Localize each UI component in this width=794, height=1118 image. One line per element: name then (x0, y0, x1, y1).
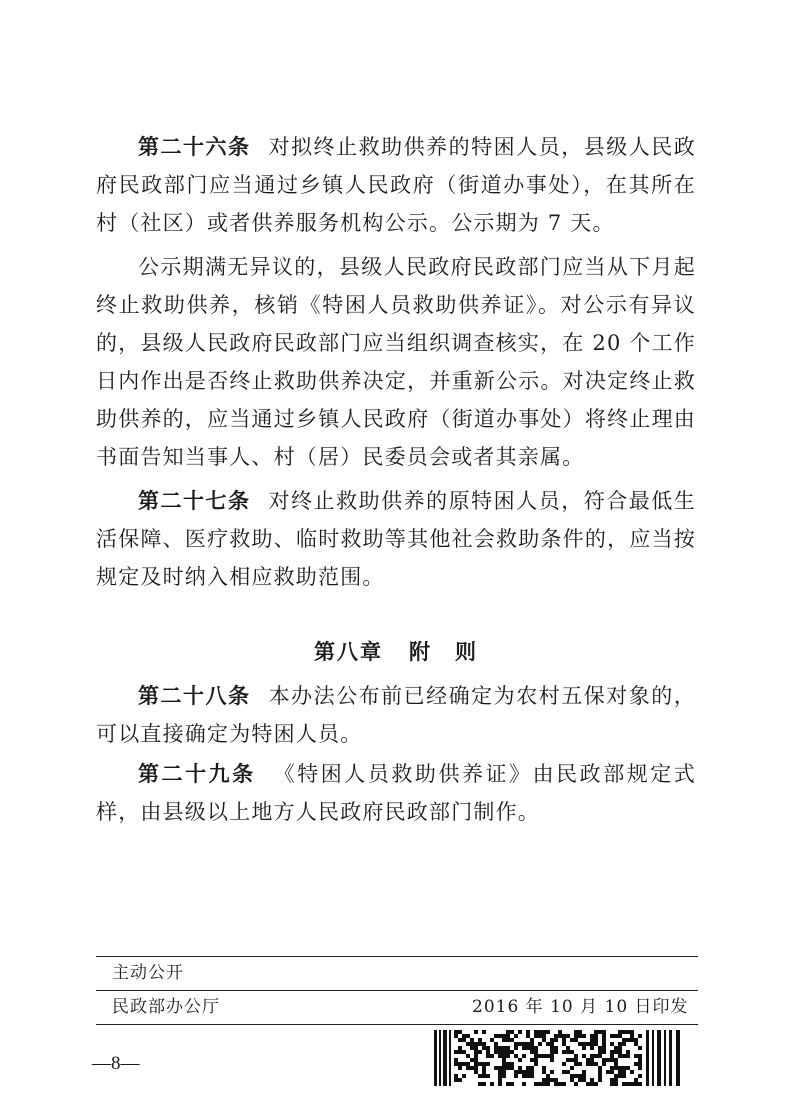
article-27-text: 对终止救助供养的原特困人员，符合最低生活保障、医疗救助、临时救助等其他社会救助条件的，应当按规定及时纳入相应救助范围。 (96, 489, 696, 589)
article-26-text: 对拟终止救助供养的特困人员，县级人民政府民政部门应当通过乡镇人民政府（街道办事处），在其所在村（社区）或者供养服务机构公示。公示期为 7 天。 (96, 135, 696, 235)
chapter-number: 第八章 (314, 640, 383, 664)
issuer-name: 民政部办公厅 (112, 997, 220, 1017)
article-26-paragraph-2: 公示期满无异议的，县级人民政府民政部门应当从下月起终止救助供养，核销《特困人员救助供养证》。对公示有异议的，县级人民政府民政部门应当组织调查核实，在 20 个工作日内作出是否终止救助供养决定，并重新公示。对决定终止救助供养的，应当通过乡镇人民政府（街道办事处）将终止理由书面告知当事人、村（居）民委员会或者其亲属。 (96, 255, 696, 469)
article-29-heading: 第二十九条 (138, 762, 256, 786)
article-26-paragraph (96, 128, 696, 242)
chapter-title: 附 则 (409, 640, 478, 664)
footer-rule-top (96, 956, 698, 957)
disclosure-label: 主动公开 (112, 963, 184, 983)
page-number: —8— (92, 1053, 140, 1074)
article-28-heading: 第二十八条 (138, 684, 251, 708)
footer-rule-bottom (96, 1024, 698, 1025)
article-29-text: 《特困人员救助供养证》由民政部规定式样，由县级以上地方人民政府民政部门制作。 (96, 762, 696, 824)
issue-date: 2016 年 10 月 10 日印发 (472, 997, 689, 1017)
article-28-paragraph (96, 677, 696, 753)
article-26-heading: 第二十六条 (138, 135, 251, 159)
article-27-heading: 第二十七条 (138, 489, 251, 513)
article-29-paragraph (96, 755, 696, 831)
article-27-paragraph (96, 482, 696, 596)
article-28-text: 本办法公布前已经确定为农村五保对象的，可以直接确定为特困人员。 (96, 684, 696, 746)
footer-rule-middle (96, 990, 698, 991)
chapter-heading (96, 633, 696, 671)
barcode-icon (434, 1030, 682, 1086)
